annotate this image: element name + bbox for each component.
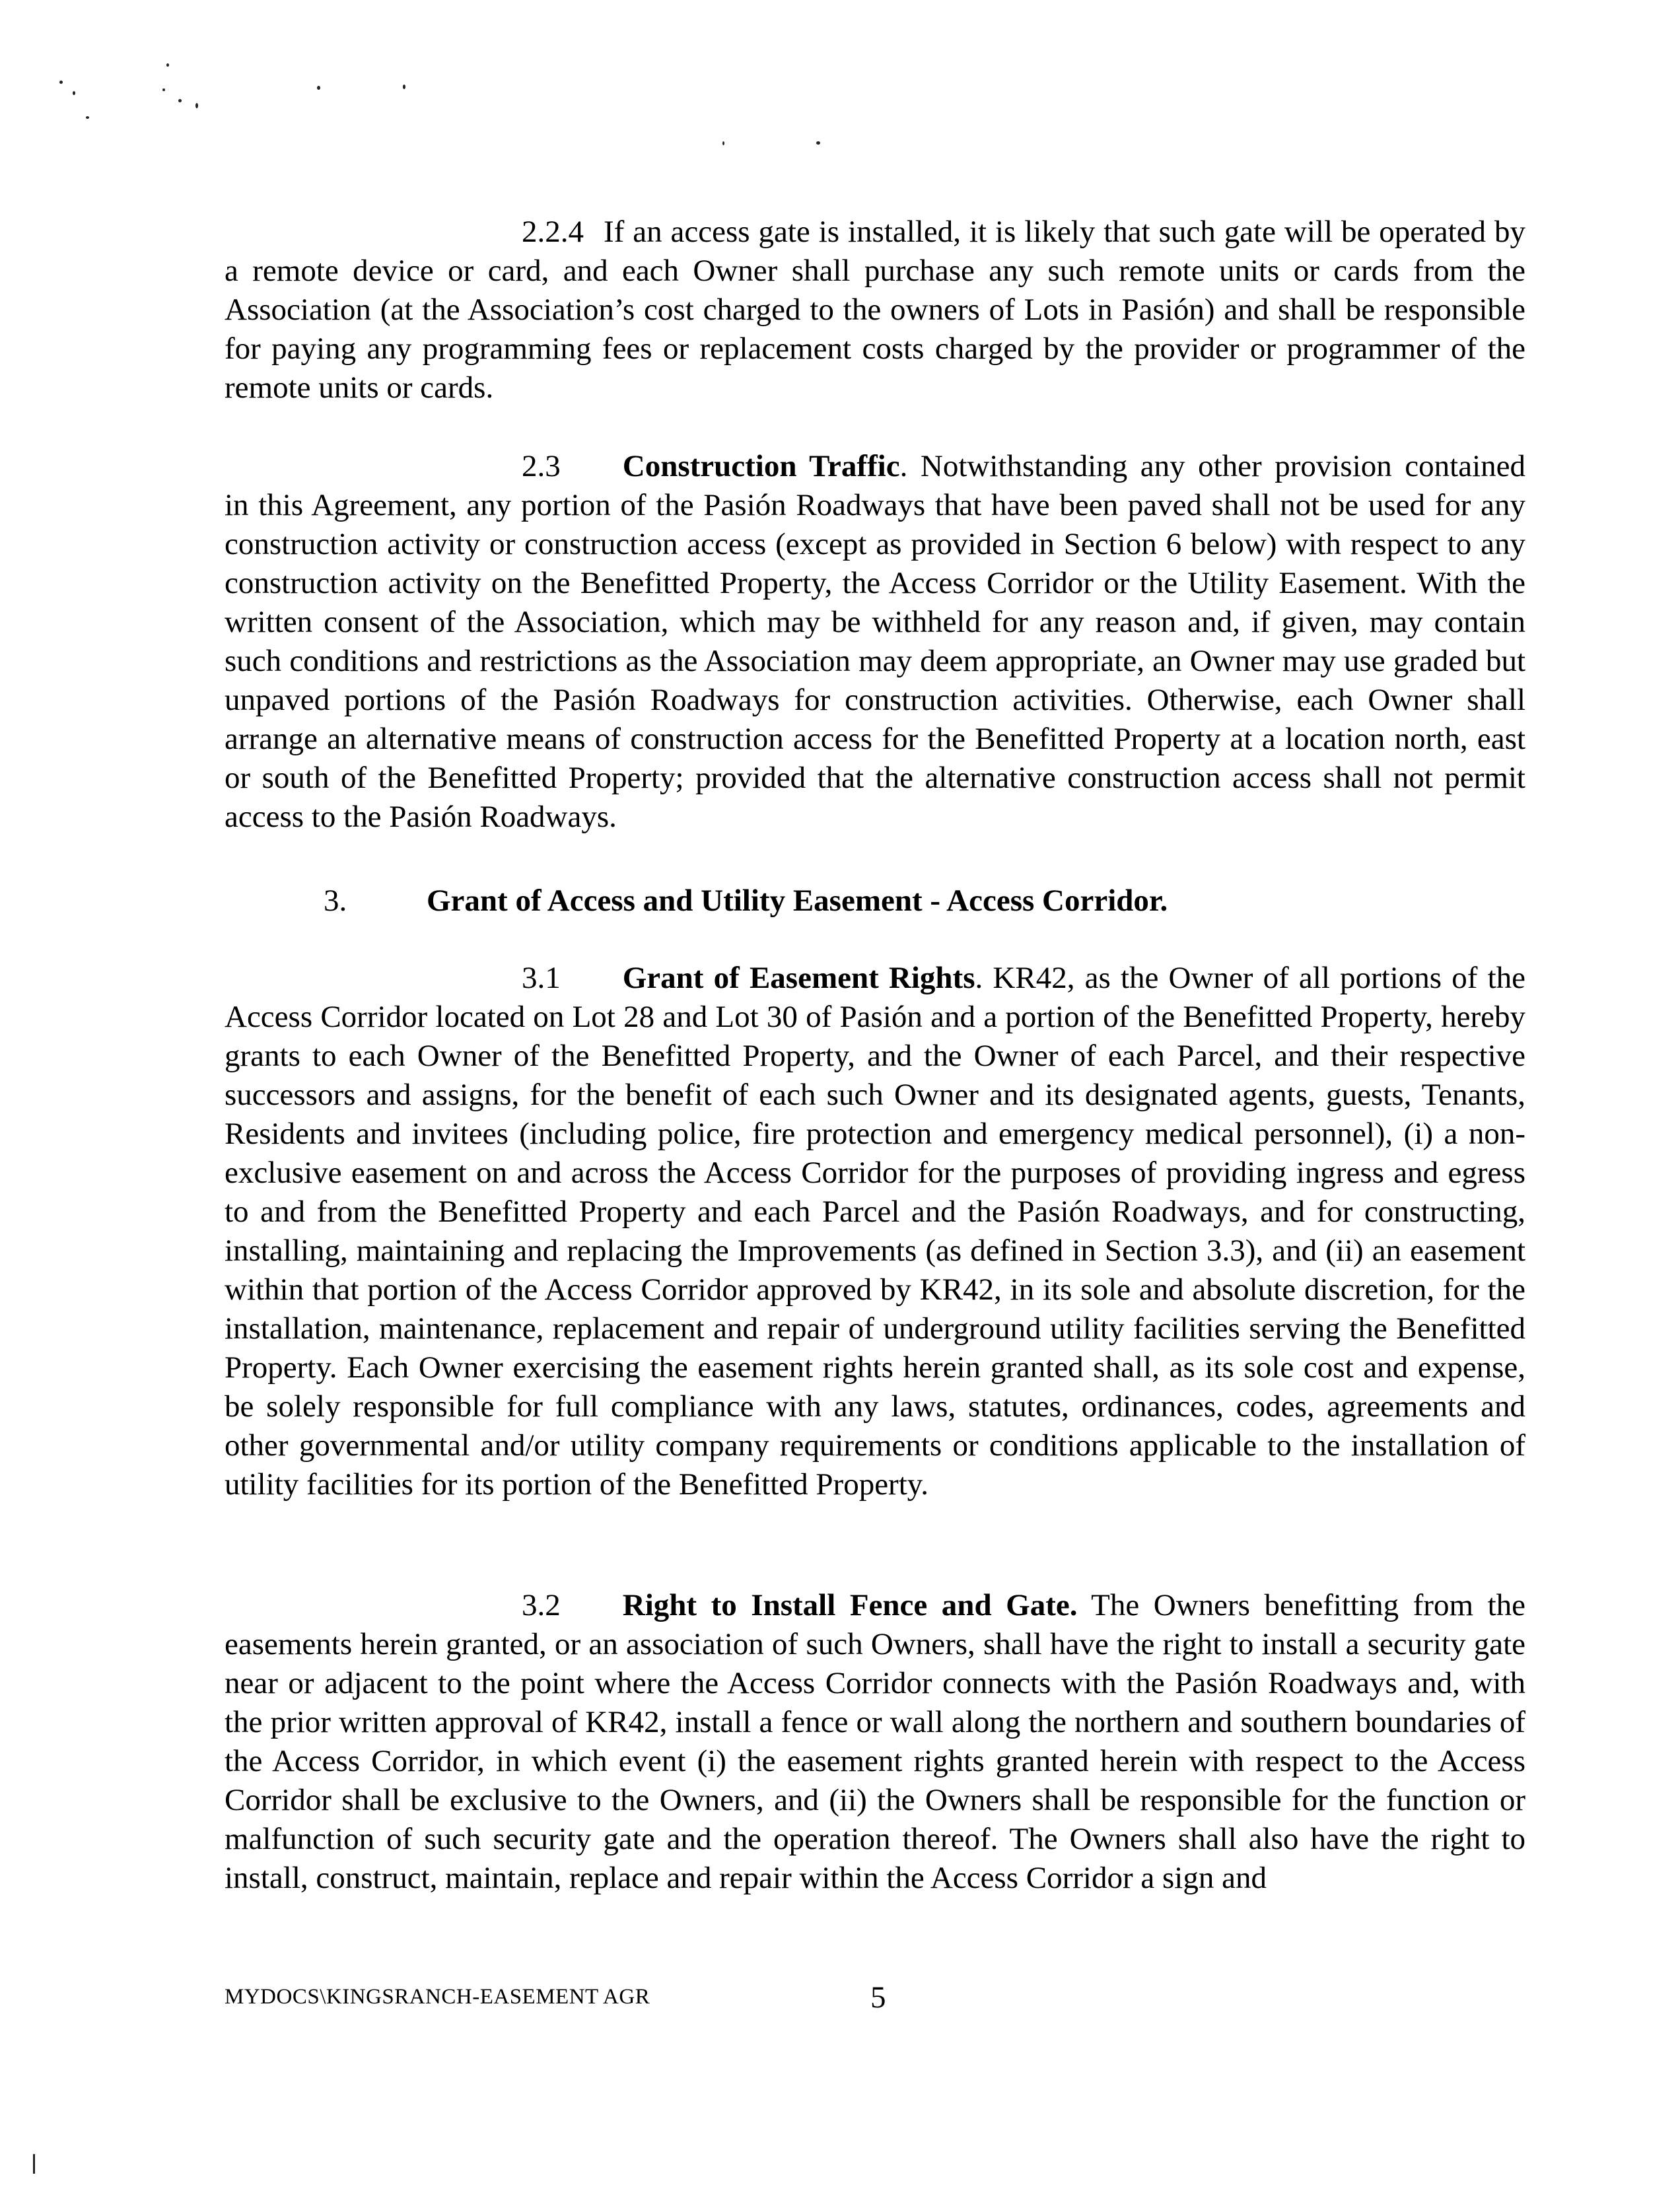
scan-speck [73,91,75,95]
paragraph-text: If an access gate is installed, it is likely that such gate will be operated by a remote device or card, and each Owner shall purchase any such remote units or cards from the Association (at the Association’s cost charged to the owners of Lots in Pasión) and shall be responsible for paying any programming fees or replacement costs charged by the provider or programmer of the remote units or cards. [225,215,1525,405]
scan-speck [403,85,405,89]
paragraph-title: Grant of Easement Rights [622,961,975,995]
paragraph-2-2-4 [225,213,1525,407]
paragraph-3-1 [225,959,1525,1504]
paragraph-number: 2.3 [522,449,561,483]
section-title: Grant of Access and Utility Easement - Access Corridor. [427,884,1168,918]
scan-speck [86,116,89,119]
paragraph-title: Construction Traffic [622,449,900,483]
footer-document-reference: MYDOCS\KINGSRANCH-EASEMENT AGR [225,1985,650,2009]
scan-speck [816,141,820,145]
scan-speck [59,81,63,84]
scan-speck [166,63,169,67]
paragraph-3-2 [225,1586,1525,1898]
page-number: 5 [870,1980,886,2015]
paragraph-text: The Owners benefitting from the easements herein granted, or an association of such Owners, shall have the right to install a security gate near or adjacent to the point where the Access Corridor connects with the Pasión Roadways and, with the prior written approval of KR42, install a fence or wall along the northern and southern boundaries of the Access Corridor, in which event (i) the easement rights granted herein with respect to the Access Corridor shall be exclusive to the Owners, and (ii) the Owners shall be responsible for the function or malfunction of such security gate and the operation thereof. The Owners shall also have the right to install, construct, maintain, replace and repair within the Access Corridor a sign and [225,1588,1525,1895]
paragraph-2-3 [225,447,1525,837]
paragraph-number: 3.2 [522,1588,561,1622]
scan-speck [722,141,724,145]
scan-speck [317,86,320,90]
paragraph-number: 2.2.4 [522,215,584,249]
scan-speck [162,88,165,91]
scan-speck [33,2154,35,2174]
section-3-heading [324,882,1168,920]
section-number: 3. [324,884,347,918]
scan-speck [178,99,182,102]
paragraph-text: . Notwithstanding any other provision contained in this Agreement, any portion of the Pasión Roadways that have been paved shall not be used for any construction activity or construction access (except as provided in Section 6 below) with respect to any construction activity on the Benefitted Property, the Access Corridor or the Utility Easement. With the written consent of the Association, which may be withheld for any reason and, if given, may contain such conditions and restrictions as the Association may deem appropriate, an Owner may use graded but unpaved portions of the Pasión Roadways for construction activities. Otherwise, each Owner shall arrange an alternative means of construction access for the Benefitted Property at a location north, east or south of the Benefitted Property; provided that the alternative construction access shall not permit access to the Pasión Roadways. [225,449,1526,834]
paragraph-number: 3.1 [522,961,561,995]
scan-speck [195,103,198,108]
paragraph-title: Right to Install Fence and Gate. [622,1588,1078,1622]
paragraph-text: . KR42, as the Owner of all portions of the Access Corridor located on Lot 28 and Lot 30 of Pasión and a portion of the Benefitted Property, hereby grants to each Owner of the Benefitted Property, and the Owner of each Parcel, and their respective successors and assigns, for the benefit of each such Owner and its designated agents, guests, Tenants, Residents and invitees (including police, fire protection and emergency medical personnel), (i) a non-exclusive easement on and across the Access Corridor for the purposes of providing ingress and egress to and from the Benefitted Property and each Parcel and the Pasión Roadways, and for constructing, installing, maintaining and replacing the Improvements (as defined in Section 3.3), and (ii) an easement within that portion of the Access Corridor approved by KR42, in its sole and absolute discretion, for the installation, maintenance, replacement and repair of underground utility facilities serving the Benefitted Property. Each Owner exercising the easement rights herein granted shall, as its sole cost and expense, be solely responsible for full compliance with any laws, statutes, ordinances, codes, agreements and other governmental and/or utility company requirements or conditions applicable to the installation of utility facilities for its portion of the Benefitted Property. [225,961,1526,1502]
